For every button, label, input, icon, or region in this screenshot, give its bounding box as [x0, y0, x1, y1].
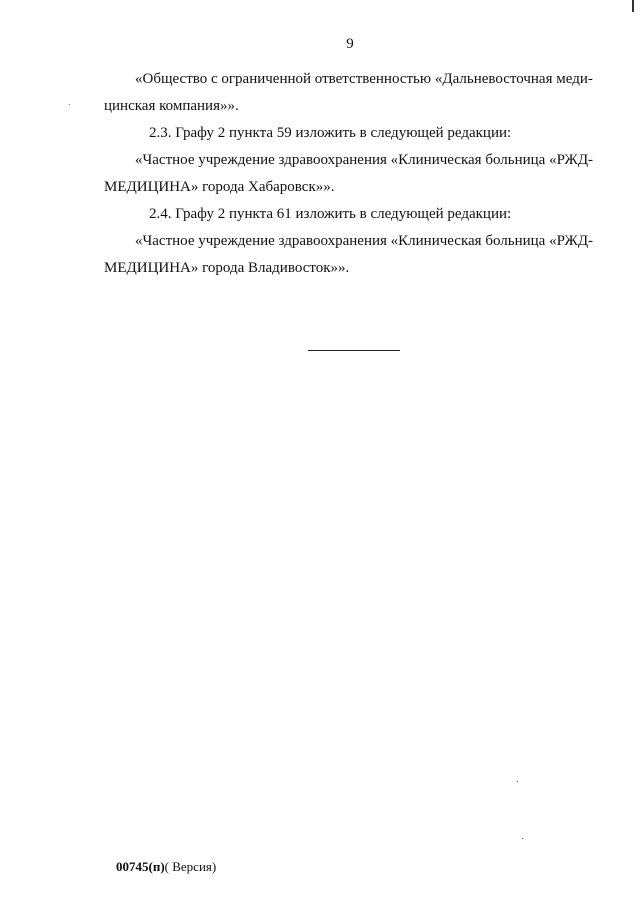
scan-speck — [69, 104, 70, 105]
paragraph-5-line-1: «Частное учреждение здравоохранения «Клиническая больница «РЖД- — [135, 233, 594, 249]
paragraph-3-line-1: «Частное учреждение здравоохранения «Клиническая больница «РЖД- — [135, 152, 594, 168]
paragraph-3-line-2: МЕДИЦИНА» города Хабаровск»». — [104, 179, 335, 195]
end-divider-line — [308, 350, 400, 351]
paragraph-2: 2.3. Графу 2 пункта 59 изложить в следующей редакции: — [149, 125, 512, 141]
footer-version: ( Версия) — [164, 859, 217, 874]
scan-speck — [522, 838, 523, 839]
scan-edge-mark — [632, 0, 634, 12]
paragraph-1-line-2: цинская компания»». — [104, 98, 239, 114]
document-footer — [116, 859, 216, 875]
paragraph-1-line-1: «Общество с ограниченной ответственностью «Дальневосточная меди- — [135, 71, 593, 87]
footer-document-code: 00745(п) — [116, 859, 165, 874]
page-number: 9 — [346, 36, 354, 52]
scan-speck — [517, 781, 518, 782]
paragraph-5-line-2: МЕДИЦИНА» города Владивосток»». — [104, 260, 350, 276]
paragraph-4: 2.4. Графу 2 пункта 61 изложить в следующей редакции: — [149, 206, 512, 222]
